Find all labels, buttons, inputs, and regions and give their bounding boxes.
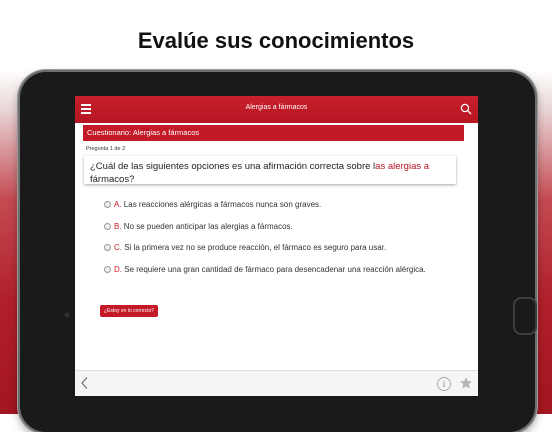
search-icon[interactable] — [460, 103, 472, 115]
option-text: Se requiere una gran cantidad de fármaco para desencadenar una reacción alérgica. — [124, 265, 426, 274]
camera-dot — [64, 312, 70, 318]
radio-icon[interactable] — [104, 223, 111, 230]
radio-icon[interactable] — [104, 244, 111, 251]
quiz-header: Cuestionario: Alergias a fármacos — [83, 125, 464, 141]
question-suffix: fármacos? — [90, 174, 135, 185]
option-text: Si la primera vez no se produce reacción, el fármaco es seguro para usar. — [124, 243, 387, 252]
check-answer-button[interactable]: ¿Estoy en lo correcto? — [100, 305, 158, 317]
top-bar — [75, 96, 478, 123]
bottom-bar — [75, 370, 478, 396]
option-text: No se pueden anticipar las alergias a fármacos. — [123, 222, 293, 231]
question-text — [84, 156, 456, 184]
info-icon[interactable]: i — [437, 377, 451, 391]
chevron-left-icon[interactable] — [80, 376, 90, 390]
question-prefix: ¿Cuál de las siguientes opciones es una afirmación correcta sobre l — [90, 161, 376, 172]
option-letter: A. — [114, 200, 122, 209]
option-letter: B. — [114, 222, 122, 231]
option-text: Las reacciones alérgicas a fármacos nunca son graves. — [123, 200, 322, 209]
question-counter: Pregunta 1 de 2 — [86, 146, 126, 152]
answer-option-d[interactable] — [104, 264, 454, 275]
star-icon[interactable] — [459, 376, 473, 390]
app-screen — [75, 96, 478, 396]
answer-option-c[interactable] — [104, 242, 454, 253]
option-letter: D. — [114, 265, 122, 274]
app-title: Alergias a fármacos — [245, 104, 308, 111]
page-headline: Evalúe sus conocimientos — [137, 28, 415, 53]
radio-icon[interactable] — [104, 201, 111, 208]
answer-option-a[interactable] — [104, 199, 454, 210]
home-button[interactable] — [513, 297, 537, 335]
radio-icon[interactable] — [104, 266, 111, 273]
question-highlight: as alergias a — [375, 161, 430, 172]
option-letter: C. — [114, 243, 122, 252]
answer-option-b[interactable] — [104, 221, 454, 232]
